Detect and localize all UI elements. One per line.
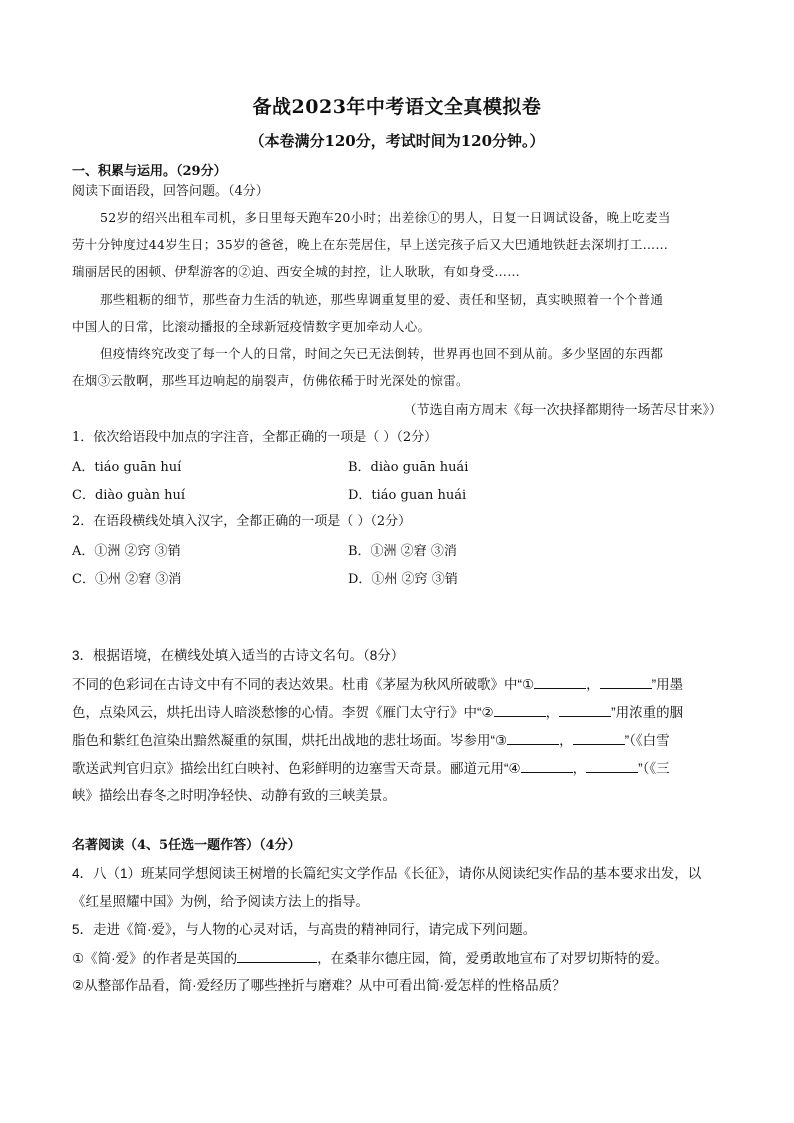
- q1-stem: 1．依次给语段中加点的字注音，全都正确的一项是（ ）（2分）: [72, 430, 438, 445]
- passage-line: 但疫情终究改变了每一个人的日常，时间之矢已无法倒转，世界再也回不到从前。多少坚固的东西都: [100, 346, 664, 361]
- q3-line: 不同的色彩词在古诗文中有不同的表达效果。杜甫《茅屋为秋风所破歌》中“① ， ”用墨: [72, 674, 722, 695]
- passage-source: （节选自南方周末《每一次抉择都期待一场苦尽甘来》）: [403, 403, 722, 418]
- q1-option-a: A．tiáo guān huí: [72, 460, 182, 475]
- q3-line: 峡》描绘出春冬之时明净轻快、动静有致的三峡美景。: [72, 788, 396, 803]
- q3-line: 歌送武判官归京》描绘出红白映衬、色彩鲜明的边塞雪天奇景。郦道元用“④ ， ”（《三: [72, 758, 722, 779]
- answer-blank[interactable]: [521, 758, 573, 773]
- answer-blank[interactable]: [586, 758, 638, 773]
- answer-blank[interactable]: [534, 674, 586, 689]
- q3-line: 色，点染风云，烘托出诗人暗淡愁惨的心情。李贺《雁门太守行》中“② ， ”用浓重的胭: [72, 702, 722, 723]
- passage-line: 中国人的日常，比滚动播报的全球新冠疫情数字更加牵动人心。: [72, 319, 431, 334]
- q5-part2: ②从整部作品看，简·爱经历了哪些挫折与磨难？从中可看出简·爱怎样的性格品质？: [72, 978, 566, 993]
- q5-part1: ①《简·爱》的作者是英国的 ，在桑菲尔德庄园，简，爱勇敢地宣布了对罗切斯特的爱。: [72, 948, 722, 969]
- q2-option-a: A．①洲 ②窍 ③销: [72, 544, 181, 559]
- q4-line: 《红星照耀中国》为例，给予阅读方法上的指导。: [72, 894, 369, 909]
- answer-blank[interactable]: [507, 730, 559, 745]
- q1-option-d: D．tiáo guan huái: [348, 488, 467, 503]
- answer-blank[interactable]: [494, 702, 546, 717]
- q1-option-b: B．diào guān huái: [348, 460, 469, 475]
- section1-heading: 一、积累与运用。（29分）: [72, 164, 227, 179]
- exam-subtitle: （本卷满分120分，考试时间为120分钟。）: [249, 132, 545, 150]
- exam-title: 备战2023年中考语文全真模拟卷: [252, 96, 542, 118]
- answer-blank[interactable]: [600, 674, 652, 689]
- reading-heading: 名著阅读（4、5任选一题作答）（4分）: [72, 838, 301, 853]
- passage-line: 瑞丽居民的困顿、伊犁游客的②迫、西安全城的封控，让人耿耿，有如身受……: [72, 264, 521, 279]
- q2-stem: 2．在语段横线处填入汉字，全都正确的一项是（ ）（2分）: [72, 514, 412, 529]
- q2-option-c: C．①州 ②窘 ③消: [72, 572, 182, 587]
- answer-blank[interactable]: [559, 702, 611, 717]
- q3-line: 脂色和紫红色渲染出黯然凝重的氛围，烘托出战地的悲壮场面。岑参用“③ ， ”（《白雪: [72, 730, 722, 751]
- q2-option-b: B．①洲 ②窘 ③消: [348, 544, 457, 559]
- answer-blank[interactable]: [237, 948, 317, 963]
- passage-line: 52岁的绍兴出租车司机，多日里每天跑车20小时；出差徐①的男人，日复一日调试设备，晚上吃麦当: [100, 210, 671, 225]
- q5-stem: 5．走进《简·爱》，与人物的心灵对话，与高贵的精神同行，请完成下列问题。: [72, 922, 537, 937]
- answer-blank[interactable]: [573, 730, 625, 745]
- q1-option-c: C．diào guàn huí: [72, 488, 185, 503]
- passage-line: 那些粗粝的细节，那些奋力生活的轨迹，那些卑调重复里的爱、责任和坚韧，真实映照着一个个普通: [100, 292, 664, 307]
- q4-line: 4．八（1）班某同学想阅读王树增的长篇纪实文学作品《长征》，请你从阅读纪实作品的基本要求出发，以: [72, 866, 702, 881]
- section1-intro: 阅读下面语段，回答问题。（4分）: [72, 184, 269, 199]
- q2-option-d: D．①州 ②窍 ③销: [348, 572, 458, 587]
- passage-line: 劳十分钟度过44岁生日；35岁的爸爸，晚上在东莞居住，早上送完孩子后又大巴通地铁赶去深圳打工……: [72, 237, 669, 252]
- q3-stem: 3．根据语境，在横线处填入适当的古诗文名句。（8分）: [72, 648, 405, 663]
- passage-line: 在烟③云散啊，那些耳边响起的崩裂声，仿佛依稀于时光深处的惊雷。: [72, 373, 469, 388]
